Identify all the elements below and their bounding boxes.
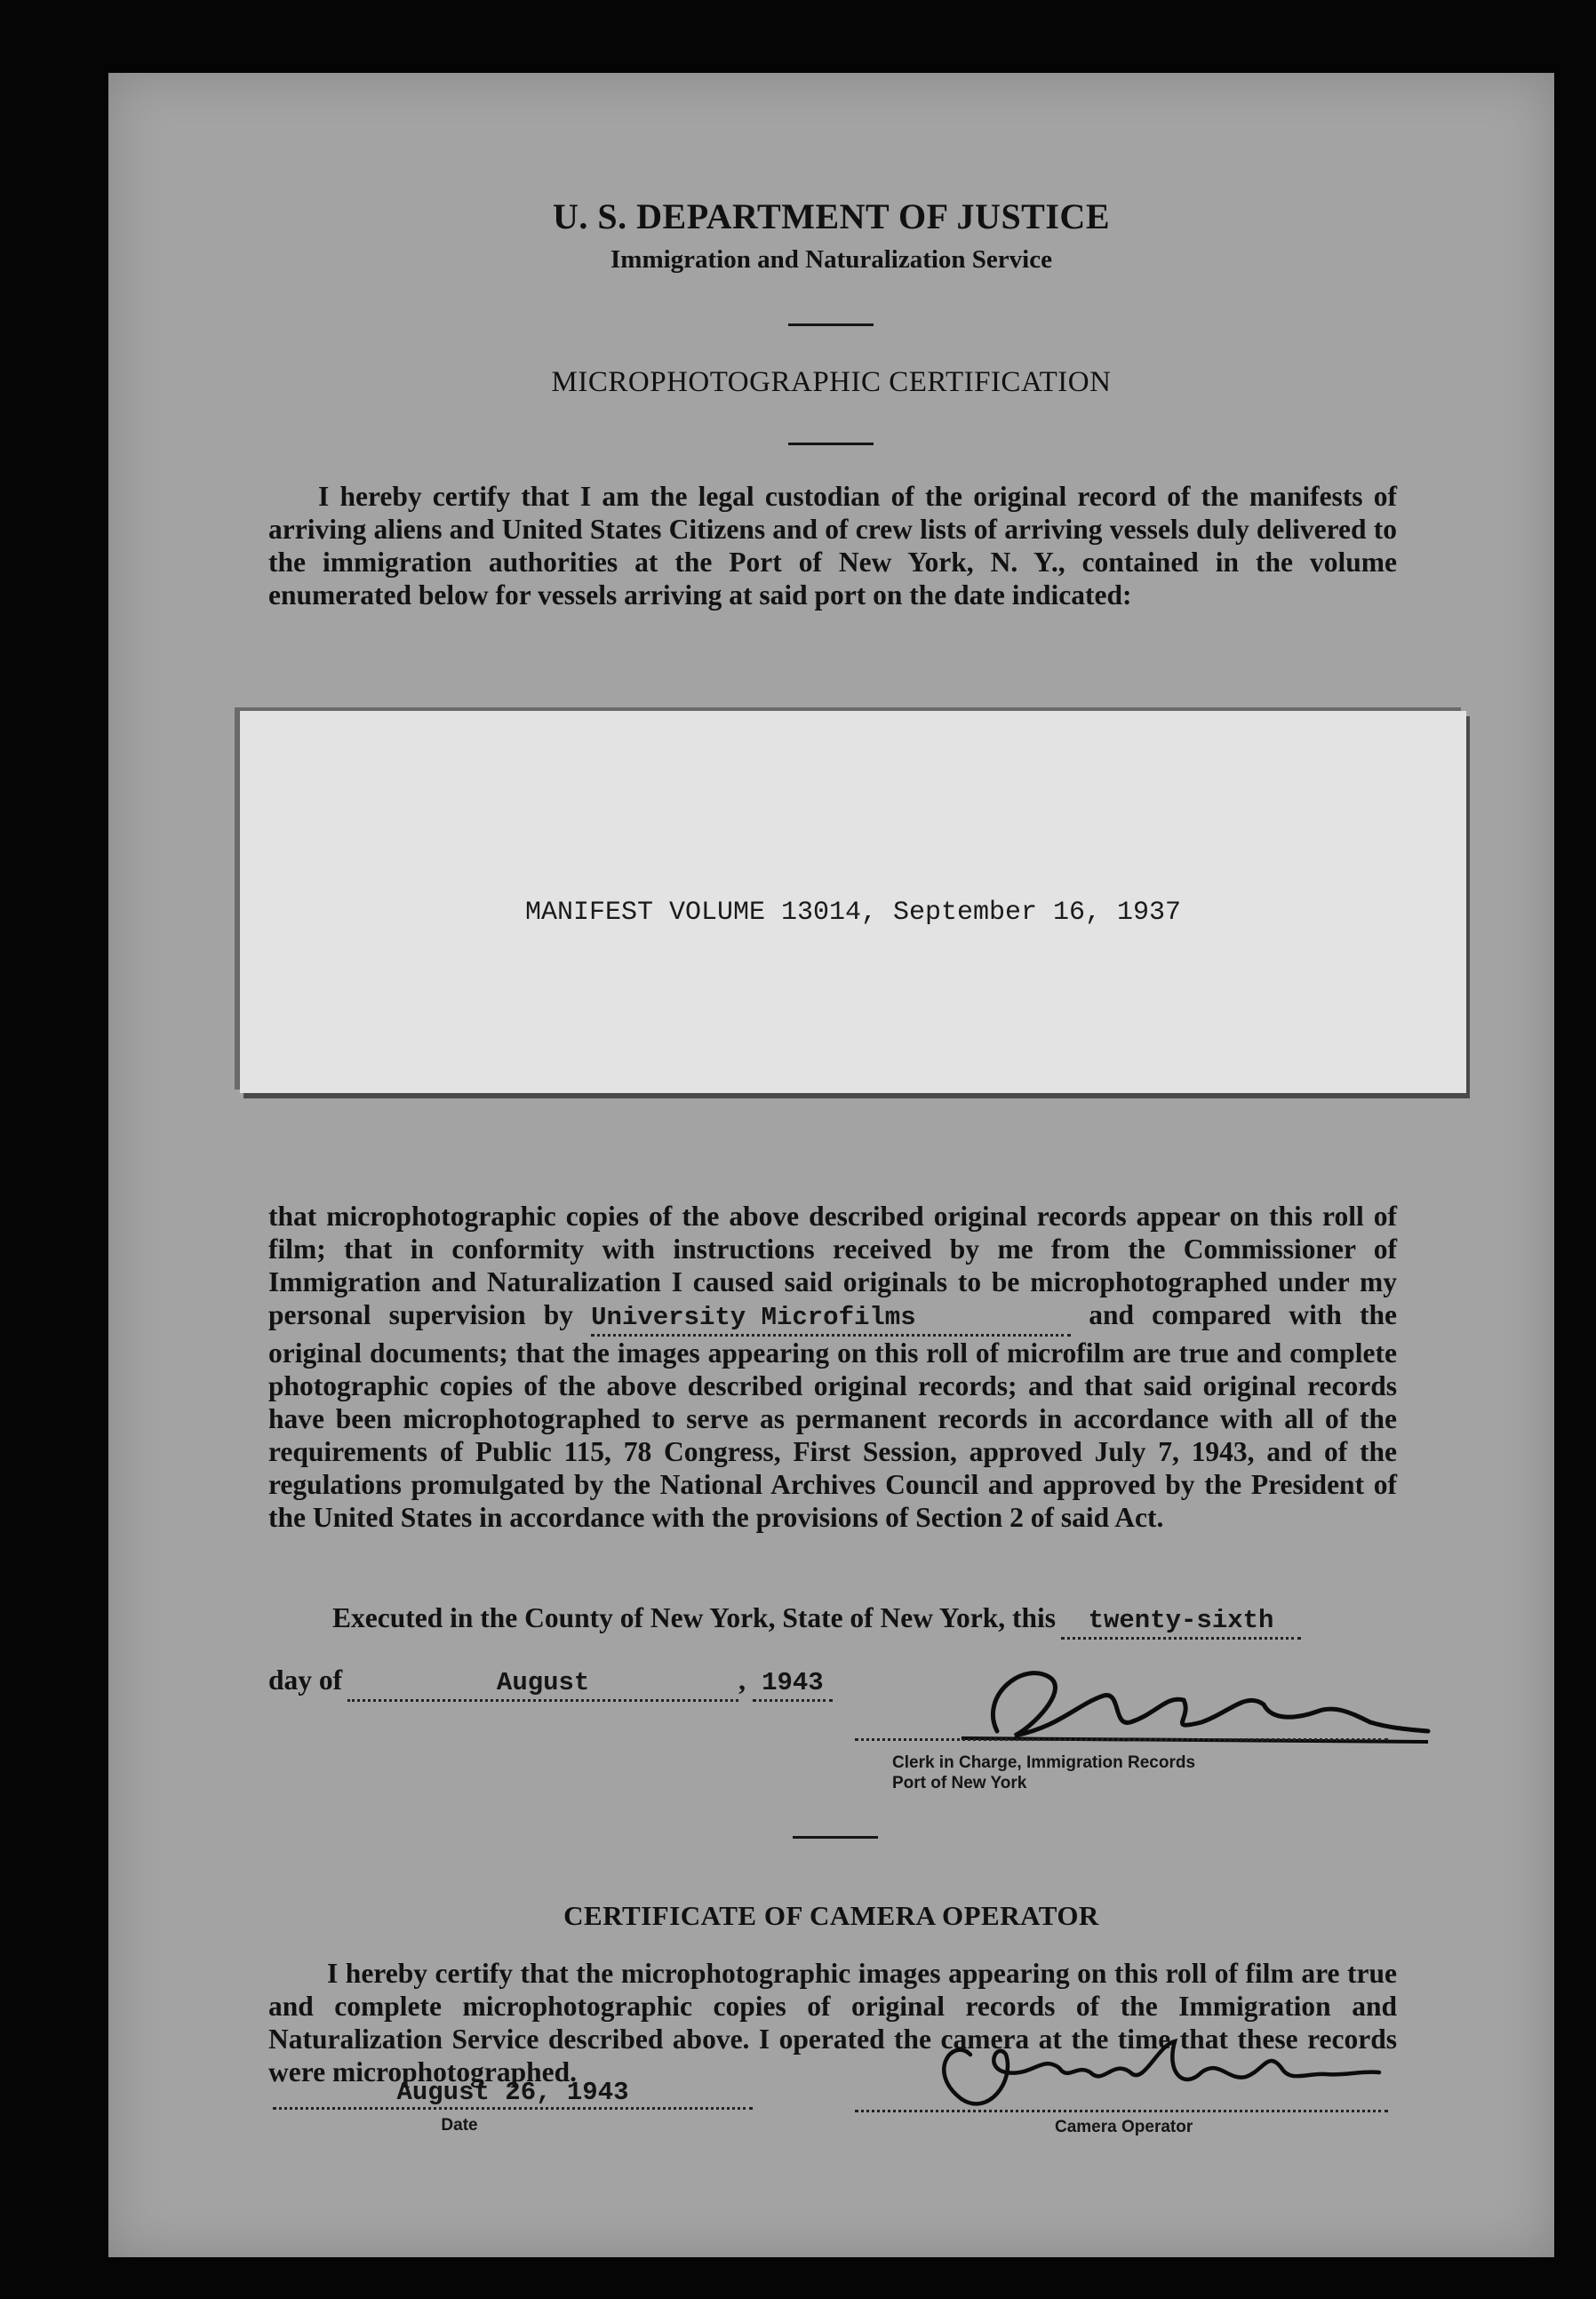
clerk-title: [892, 1752, 1195, 1793]
executed-month: August: [347, 1666, 738, 1702]
manifest-volume-label: MANIFEST VOLUME 13014, September 16, 1937: [524, 898, 1182, 928]
operator-date-value: August 26, 1943: [273, 2078, 753, 2110]
operator-date-label: Date: [441, 2116, 478, 2135]
executed-prefix: Executed in the County of New York, State of New York, this: [332, 1602, 1057, 1633]
agency-heading: U. S. DEPARTMENT OF JUSTICE: [553, 196, 1110, 236]
certificate-sheet: [108, 73, 1554, 2257]
certification-body-part1: that microphotographic copies of the above described original records appear on this roll of film; that in conformity with instructions received by me from the Commissioner of Immigration and Naturalization I caused said originals to be microphotographed under my personal supervision by: [268, 1201, 1397, 1330]
certification-body: [268, 1200, 1397, 1534]
clerk-signature-line: [855, 1738, 1388, 1741]
camera-operator-heading: CERTIFICATE OF CAMERA OPERATOR: [563, 1900, 1099, 1931]
executed-line: [332, 1601, 1399, 1640]
day-of-label: day of: [268, 1664, 343, 1696]
divider: [788, 323, 874, 326]
executed-year: 1943: [753, 1666, 833, 1702]
clerk-title-line1: Clerk in Charge, Immigration Records: [892, 1753, 1196, 1772]
clerk-title-line2: Port of New York: [892, 1774, 1027, 1792]
microfilmer-name: University Microfilms: [591, 1301, 1071, 1337]
operator-label: Camera Operator: [1055, 2118, 1193, 2136]
day-of-line: day of August , 1943: [268, 1664, 1068, 1702]
custodian-statement: I hereby certify that I am the legal custodian of the original record of the manifests of arriving aliens and United States Citizens and of crew lists of arriving vessels duly delivered to the immigration authorities at the Port of New York, N. Y., contained in the volume enumerated below for vessels arriving at said port on the date indicated:: [268, 481, 1397, 611]
volume-label-card: [240, 711, 1466, 1093]
certification-body-part2: and compared with the original documents; that the images appearing on this roll of microfilm are true and complete photographic copies of the above described original records; and that said original records have been microphotographed to serve as permanent records in accordance with all of the requirements of Public 115, 78 Congress, First Session, approved July 7, 1943, and of the regulations promulgated by the National Archives Council and approved by the President of the United States in accordance with the provisions of Section 2 of said Act.: [268, 1299, 1397, 1533]
executed-day: twenty-sixth: [1061, 1604, 1301, 1640]
form-title: MICROPHOTOGRAPHIC CERTIFICATION: [551, 366, 1112, 398]
divider: [788, 443, 874, 445]
operator-date-field: [273, 2078, 753, 2135]
camera-operator-statement: I hereby certify that the microphotographic images appearing on this roll of film are true and complete microphotographic copies of original records of the Immigration and Naturalization Service described above. I operated the camera at the time that these records were microphotographed.: [268, 1958, 1397, 2087]
service-subheading: Immigration and Naturalization Service: [610, 245, 1052, 274]
divider: [793, 1836, 878, 1839]
operator-signature-line: [855, 2110, 1388, 2112]
